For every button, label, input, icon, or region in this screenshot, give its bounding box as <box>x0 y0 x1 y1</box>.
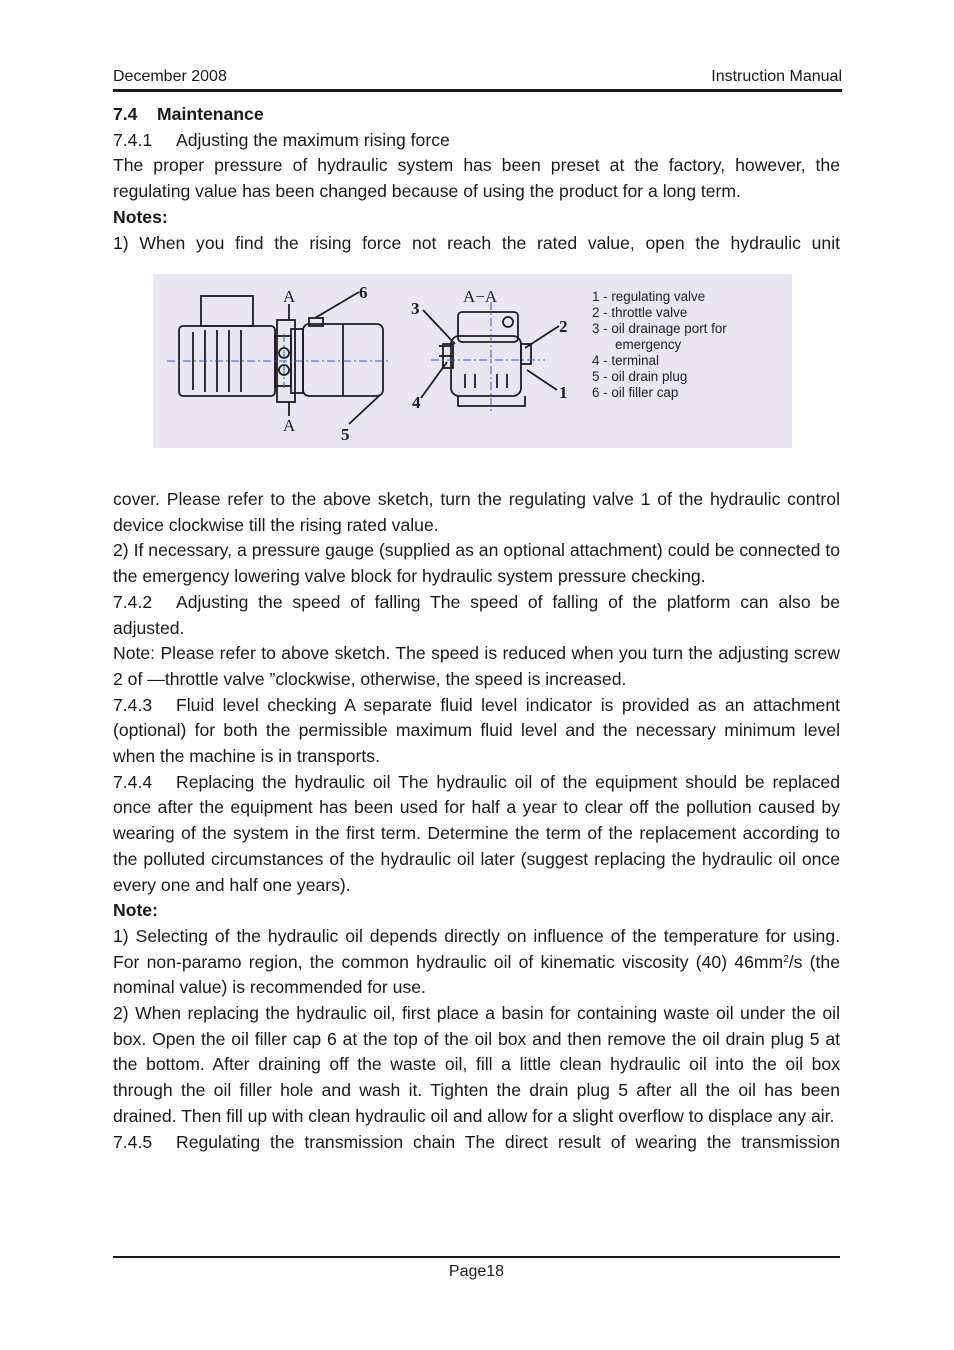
notes-label: Notes: <box>113 206 168 227</box>
page-number: Page18 <box>448 1263 505 1280</box>
paragraph-745 <box>113 1130 840 1156</box>
page-header <box>113 68 842 89</box>
paragraph-742-note: Note: Please refer to above sketch. The speed is reduced when you turn the adjusting screw 2 of —throttle valve ”clockwise, otherwise, the speed is increased. <box>113 643 840 689</box>
callout-6: 6 <box>359 283 368 302</box>
paragraph-742 <box>113 590 840 641</box>
legend-item: 6 - oil filler cap <box>592 385 679 400</box>
paragraph-note2: 2) If necessary, a pressure gauge (supplied as an optional attachment) could be connected to the emergency lowering valve block for hydraulic system pressure checking. <box>113 540 840 587</box>
subsection-heading-741 <box>113 128 840 154</box>
subsection-text: Replacing the hydraulic oil The hydraulic oil of the equipment should be replaced once after the equipment has been used for half a year to clear off the pollution caused by wearing of the system in the first term. Determine the term of the replacement according to the polluted circumstances of the hydraulic oil later (suggest replacing the hydraulic oil once every one and half one years). <box>113 771 840 895</box>
subsection-text: Adjusting the speed of falling The speed of falling of the platform can also be adjusted. <box>113 591 840 638</box>
subsection-number: 7.4.1 <box>113 129 153 150</box>
footer-rule <box>113 1256 840 1258</box>
header-title: Instruction Manual <box>711 68 842 85</box>
legend-item: 2 - throttle valve <box>592 305 688 320</box>
paragraph-note1-end: cover. Please refer to the above sketch, turn the regulating valve 1 of the hydraulic control device clockwise till the rising rated value. <box>113 489 840 535</box>
subsection-title: Adjusting the maximum rising force <box>176 129 450 150</box>
callout-2: 2 <box>559 317 568 336</box>
paragraph-744-note2: 2) When replacing the hydraulic oil, first place a basin for containing waste oil under the oil box. Open the oil filler cap 6 at the top of the oil box and then remove the oil drain plug 5 at the bottom. After draining off the waste oil, fill a little clean hydraulic oil into the oil box through the oil filler hole and wash it. Tighten the drain plug 5 after all the oil has been drained. Then fill up with clean hydraulic oil and allow for a slight overflow to displace any air. <box>113 1003 840 1126</box>
subsection-number: 7.4.5 <box>113 1131 153 1152</box>
callout-3: 3 <box>411 299 420 318</box>
subsection-text: Fluid level checking A separate fluid level indicator is provided as an attachment (optional) for both the permissible maximum fluid level and the necessary minimum level when the machine is in transports. <box>113 694 840 767</box>
hydraulic-unit-sketch <box>153 274 792 448</box>
paragraph-744 <box>113 770 840 899</box>
section-title: Maintenance <box>157 104 264 124</box>
body-text-upper <box>113 102 840 256</box>
paragraph-intro: The proper pressure of hydraulic system has been preset at the factory, however, the regulating value has been changed because of using the product for a long term. <box>113 155 840 202</box>
label-a-bottom: A <box>283 416 296 435</box>
subsection-number: 7.4.3 <box>113 694 153 715</box>
body-text-lower <box>113 487 840 1155</box>
callout-4: 4 <box>412 393 421 412</box>
paragraph-744-note1 <box>113 924 840 1001</box>
subsection-text: Regulating the transmission chain The direct result of wearing the transmission <box>176 1131 840 1152</box>
subsection-number: 7.4.4 <box>113 771 153 792</box>
note1-text-b: /s (the nominal value) is recommended for use. <box>113 951 841 998</box>
note1-text-a: 1) Selecting of the hydraulic oil depends directly on influence of the temperature for using. For non-paramo region, the common hydraulic oil of kinematic viscosity (40) 46mm <box>113 925 840 972</box>
legend-item: 3 - oil drainage port for <box>592 321 727 336</box>
legend-item: 4 - terminal <box>592 353 659 368</box>
legend-item: 5 - oil drain plug <box>592 369 688 384</box>
legend-item: emergency <box>615 337 682 352</box>
header-rule <box>113 89 842 92</box>
superscript: 2 <box>783 953 789 965</box>
label-a-a: A−A <box>463 287 498 306</box>
sketch-legend <box>592 289 727 401</box>
note-label: Note: <box>113 900 158 921</box>
header-date: December 2008 <box>113 68 227 85</box>
paragraph-note1-start: 1) When you find the rising force not reach the rated value, open the hydraulic unit <box>113 232 840 253</box>
label-a-top: A <box>283 287 296 306</box>
subsection-number: 7.4.2 <box>113 591 153 612</box>
section-number: 7.4 <box>113 104 138 124</box>
callout-5: 5 <box>341 425 350 444</box>
legend-item: 1 - regulating valve <box>592 289 706 304</box>
section-heading <box>113 102 840 128</box>
paragraph-743 <box>113 693 840 770</box>
callout-1: 1 <box>559 383 568 402</box>
